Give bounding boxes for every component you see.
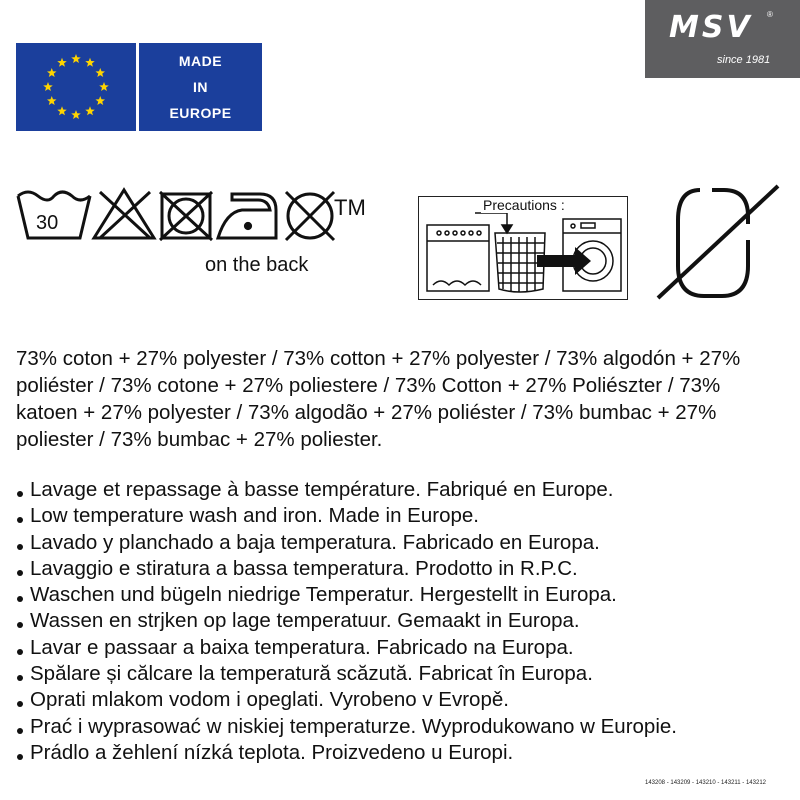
msv-logo — [645, 0, 800, 78]
list-item: Lavar e passaar a baixa temperatura. Fabricado na Europa. — [16, 635, 716, 661]
list-item: Low temperature wash and iron. Made in Europe. — [16, 503, 716, 529]
eu-flag-icon — [16, 43, 136, 131]
composition-text: 73% coton + 27% polyester / 73% cotton + 27% polyester / 73% algodón + 27% poliéster / 73% cotone + 27% poliestere / 73% Cotton + 27% Poliészter / 73% katoen + 27% polyester / 73% algodão + 27% poliéster / 73% bumbac + 27% poliester / 73% bumbac + 27% poliester. — [16, 347, 741, 451]
made-in-europe-badge — [16, 43, 262, 131]
no-tumble-dry-icon — [160, 192, 212, 240]
no-bleach-icon — [94, 190, 154, 238]
on-the-back-note: on the back — [205, 254, 309, 276]
care-symbols — [14, 186, 384, 250]
list-item: Spălare și călcare la temperatură scăzută. Fabricat în Europa. — [16, 661, 716, 687]
wash-temp-label: 30 — [36, 212, 59, 234]
eu-star-icon — [71, 54, 81, 63]
list-item: Oprati mlakom vodom i opeglati. Vyrobeno v Evropě. — [16, 687, 716, 713]
eu-star-icon — [57, 106, 67, 115]
list-item: Lavado y planchado a baja temperatura. Fabricado en Europa. — [16, 530, 716, 556]
eu-star-icon — [99, 82, 109, 91]
precautions-box — [418, 196, 628, 300]
reference-codes: 143208 - 143209 - 143210 - 143211 - 143212 — [645, 780, 766, 786]
badge-line-in: IN — [193, 79, 208, 95]
wash-30-icon — [18, 192, 90, 238]
list-item: Lavage et repassage à basse température. Fabriqué en Europe. — [16, 477, 716, 503]
eu-star-icon — [95, 96, 105, 105]
badge-line-made: MADE — [178, 53, 223, 69]
eu-star-icon — [85, 106, 95, 115]
brand-tagline: since 1981 — [717, 54, 771, 66]
iron-low-icon — [218, 194, 276, 238]
eu-star-icon — [47, 96, 57, 105]
eu-star-icon — [57, 58, 67, 67]
list-item: Lavaggio e stiratura a bassa temperatura. Prodotto in R.P.C. — [16, 556, 716, 582]
badge-line-europe: EUROPE — [169, 105, 232, 121]
trademark-mark: TM — [334, 195, 366, 220]
care-instructions-list — [16, 477, 716, 766]
eu-star-icon — [43, 82, 53, 91]
eu-star-icon — [85, 58, 95, 67]
list-item: Wassen en strjken op lage temperatuur. Gemaakt in Europa. — [16, 608, 716, 634]
brand-name: MSV — [669, 10, 753, 45]
eu-star-icon — [95, 68, 105, 77]
list-item: Waschen und bügeln niedrige Temperatur. Hergestellt in Europa. — [16, 582, 716, 608]
no-curtain-ring-icon — [650, 180, 785, 305]
eu-star-icon — [71, 110, 81, 119]
eu-star-icon — [47, 68, 57, 77]
registered-mark: ® — [767, 10, 773, 19]
list-item: Prać i wyprasować w niskiej temperaturze. Wyprodukowano w Europie. — [16, 714, 716, 740]
precautions-label: Precautions : — [483, 197, 565, 213]
list-item: Prádlo a žehlení nízká teplota. Proizvedeno u Europi. — [16, 740, 716, 766]
no-dry-clean-icon — [286, 192, 334, 240]
made-in-europe-text — [139, 43, 262, 131]
eu-stars-icon — [16, 43, 136, 131]
